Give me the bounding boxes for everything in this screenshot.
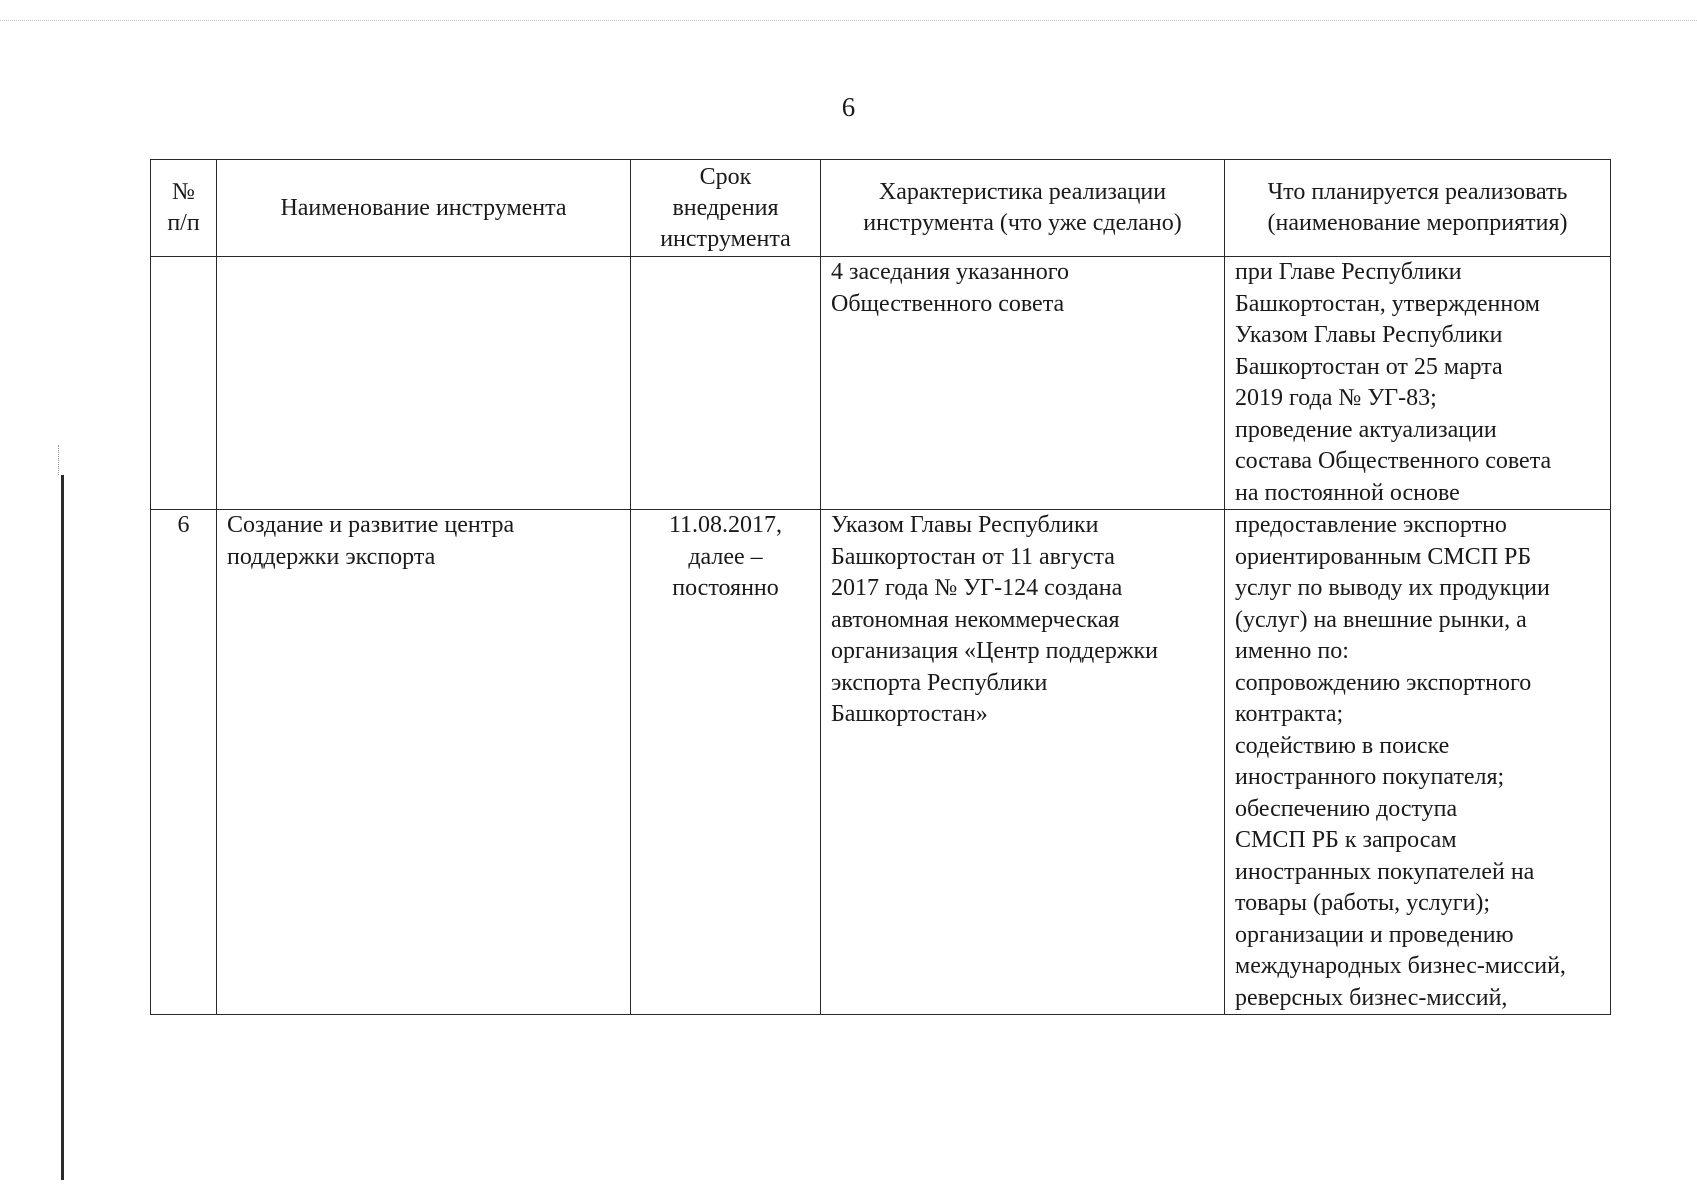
header-line: Характеристика реализации <box>878 179 1167 205</box>
cell-term <box>631 510 821 1015</box>
cell-line: организации и проведению <box>1235 921 1514 948</box>
cell-line: Указом Главы Республики <box>1235 322 1503 348</box>
cell-line: международных бизнес-миссий, <box>1235 953 1566 979</box>
cell-line: услуг по выводу их продукции <box>1235 575 1550 601</box>
cell-line: СМСП РБ к запросам <box>1235 827 1457 853</box>
cell-line: поддержки экспорта <box>227 543 436 570</box>
cell-line: именно по: <box>1235 638 1349 664</box>
header-num <box>151 160 217 257</box>
header-line: инструмента <box>660 225 791 252</box>
cell-name <box>217 257 631 510</box>
header-line: инструмента (что уже сделано) <box>863 210 1182 236</box>
cell-line: 11.08.2017, <box>668 512 783 538</box>
page-number: 6 <box>841 92 856 122</box>
scan-margin-dots <box>58 445 59 475</box>
scan-edge-line <box>0 20 1697 21</box>
cell-line: Башкортостан от 25 марта <box>1235 353 1503 380</box>
header-line: № <box>172 179 195 205</box>
cell-line: организация «Центр поддержки <box>831 638 1158 664</box>
cell-line: автономная некоммерческая <box>831 606 1120 633</box>
cell-line: 4 заседания указанного <box>831 259 1070 285</box>
cell-line: Указом Главы Республики <box>831 512 1099 538</box>
cell-line: иностранного покупателя; <box>1235 764 1505 790</box>
cell-done <box>821 257 1225 510</box>
cell-line: товары (работы, услуги); <box>1235 890 1491 916</box>
header-term <box>631 160 821 257</box>
cell-line: 2017 года № УГ-124 создана <box>831 575 1123 601</box>
cell-line: обеспечению доступа <box>1235 795 1458 822</box>
header-line: Что планируется реализовать <box>1267 179 1568 205</box>
header-line: п/п <box>167 210 200 236</box>
header-row <box>151 160 1611 257</box>
cell-line: иностранных покупателей на <box>1235 858 1535 885</box>
cell-line: ориентированным СМСП РБ <box>1235 543 1532 570</box>
cell-line: содействию в поиске <box>1235 732 1450 759</box>
cell-plan <box>1225 257 1611 510</box>
cell-line: Общественного совета <box>831 290 1065 317</box>
cell-line: Создание и развитие центра <box>227 512 515 538</box>
document-table <box>150 159 1611 1015</box>
cell-term <box>631 257 821 510</box>
cell-num <box>151 257 217 510</box>
cell-line: на постоянной основе <box>1235 479 1460 506</box>
cell-line: Башкортостан, утвержденном <box>1235 290 1540 317</box>
header-line: Наименование инструмента <box>280 194 567 221</box>
cell-line: Башкортостан» <box>831 701 988 727</box>
cell-line: при Главе Республики <box>1235 259 1462 285</box>
cell-line: экспорта Республики <box>831 669 1048 696</box>
cell-line: далее – <box>688 543 763 570</box>
cell-line: контракта; <box>1235 701 1344 727</box>
header-line: Срок <box>699 163 752 190</box>
cell-line: сопровождению экспортного <box>1235 669 1532 696</box>
cell-line: (услуг) на внешние рынки, а <box>1235 606 1527 633</box>
cell-name <box>217 510 631 1015</box>
header-plan <box>1225 160 1611 257</box>
header-done <box>821 160 1225 257</box>
cell-line: Башкортостан от 11 августа <box>831 543 1115 570</box>
cell-line: постоянно <box>672 575 779 601</box>
table-row <box>151 510 1611 1015</box>
cell-num: 6 <box>151 510 217 1015</box>
header-name <box>217 160 631 257</box>
header-line: внедрения <box>672 194 779 221</box>
cell-done <box>821 510 1225 1015</box>
table-row <box>151 257 1611 510</box>
cell-line: проведение актуализации <box>1235 416 1497 443</box>
cell-line: предоставление экспортно <box>1235 512 1507 538</box>
cell-plan <box>1225 510 1611 1015</box>
header-line: (наименование мероприятия) <box>1267 210 1568 236</box>
cell-line: 2019 года № УГ-83; <box>1235 385 1437 411</box>
scan-margin-line <box>61 475 64 1180</box>
cell-line: состава Общественного совета <box>1235 448 1552 474</box>
cell-line: реверсных бизнес-миссий, <box>1235 984 1508 1011</box>
